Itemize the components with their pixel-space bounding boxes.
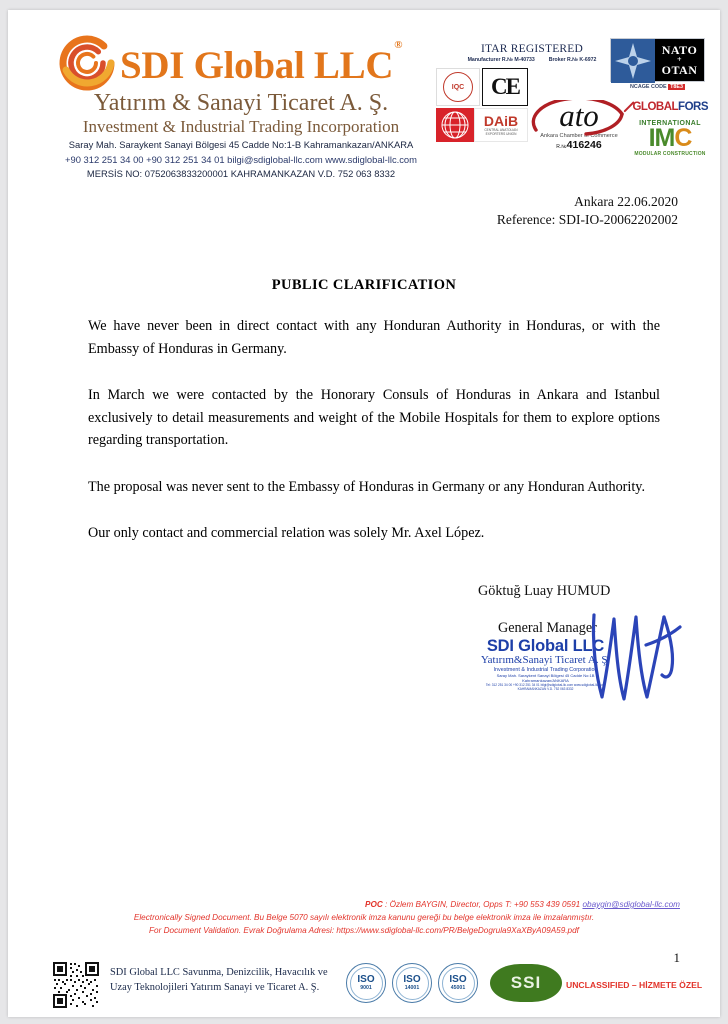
- stamp-contact: Tel: 312 251 34 00 +90 312 251 34 01 bilgi@sdiglobal-llc.com www.sdiglobal-llc.com: [485, 683, 606, 688]
- iso-certification-badges: [346, 963, 478, 1003]
- imc-letter-i: I: [648, 124, 655, 152]
- signatory-name: Göktuğ Luay HUMUD: [478, 583, 611, 599]
- signature-block: [438, 575, 688, 710]
- ato-registration-number: R.№416246: [556, 139, 602, 151]
- nato-compass-icon: [611, 39, 655, 81]
- place-date: Ankara 22.06.2020: [574, 194, 678, 209]
- document-validation-url[interactable]: For Document Validation. Evrak Doğrulama Adresi: https://www.sdiglobal-llc.com/PR/BelgeDogrula9XaXByA09A59.pdf: [149, 926, 579, 935]
- imc-letter-c: C: [674, 124, 692, 152]
- poc-details: : Özlem BAYGIN, Director, Opps T: +90 553 439 0591: [382, 900, 583, 909]
- poc-email-link[interactable]: obaygin@sdiglobal-llc.com: [582, 900, 680, 909]
- brand-name: SDI Global LLC®: [120, 38, 403, 87]
- itar-registration: [442, 43, 622, 63]
- imc-bottom-label: MODULAR CONSTRUCTION: [634, 151, 706, 157]
- electronic-signature-notice: Electronically Signed Document. Bu Belge 5070 sayılı elektronik imza kanunu gereği bu belge elektronik imza ile imzalanmıştır.: [133, 913, 595, 922]
- globalfors-logo: [628, 100, 708, 114]
- sdi-swirl-logo-icon: [56, 32, 118, 94]
- paragraph-2: In March we were contacted by the Honorary Consuls of Honduras in Ankara and Istanbul exclusively to detail measurements and weight of the Mobile Hospitals for them to explore options regarding transportation.: [88, 387, 660, 448]
- brand-subtitle-en: Investment & Industrial Trading Incorporation: [82, 117, 400, 136]
- company-contact: +90 312 251 34 00 +90 312 251 34 01 bilgi@sdiglobal-llc.com www.sdiglobal-llc.com: [65, 153, 417, 165]
- page-number: 1: [673, 950, 680, 965]
- company-mersis: MERSİS NO: 0752063833200001 KAHRAMANKAZAN V.D. 752 063 8332: [86, 168, 396, 179]
- nato-logo: [610, 38, 705, 90]
- document-body: [88, 315, 660, 569]
- daib-globe-icon: [436, 108, 474, 142]
- globalfors-label-a: GLOBAL: [632, 101, 679, 113]
- paragraph-4: Our only contact and commercial relation was solely Mr. Axel López.: [88, 525, 485, 541]
- daib-logo: [436, 108, 528, 142]
- iso-badge-icon: ISO 14001: [392, 963, 432, 1003]
- signatory-role: General Manager: [498, 620, 597, 636]
- imc-logo: [628, 120, 712, 157]
- itar-numbers: Manufacturer R.№ M-40733 Broker R.№ K-6972: [467, 57, 597, 63]
- page-title: PUBLIC CLARIFICATION: [271, 277, 457, 293]
- paragraph-1: We have never been in direct contact with any Honduran Authority in Honduras, or with the Embassy of Honduras in Germany.: [88, 318, 660, 357]
- handwritten-signature-icon: [586, 605, 686, 715]
- poc-line: [48, 898, 680, 911]
- footer-company-line-2: Uzay Teknolojileri Yatırım Sanayi ve Ticaret A. Ş.: [110, 981, 320, 993]
- quality-marks: [436, 68, 528, 140]
- reference-number: Reference: SDI-IO-20062202002: [496, 212, 678, 227]
- iso-badge-icon: ISO 9001: [346, 963, 386, 1003]
- nato-text: NATO + OTAN: [655, 39, 704, 81]
- registered-mark-icon: ®: [394, 38, 403, 51]
- globalfors-label-b: FORS: [678, 101, 708, 113]
- date-reference-block: [497, 193, 678, 229]
- iso-badge-icon: ISO 45001: [438, 963, 478, 1003]
- stamp-company-name: SDI Global LLC: [486, 637, 605, 655]
- poc-label: POC: [365, 900, 383, 909]
- footer-company-name: [110, 966, 328, 995]
- company-logo-block: [56, 32, 426, 181]
- ssi-logo-icon: [490, 964, 562, 1002]
- imc-top-label: INTERNATIONAL: [639, 120, 701, 127]
- ato-chamber-label: Ankara Chamber of Commerce: [540, 133, 618, 139]
- iqc-seal-icon: IQC: [436, 68, 480, 106]
- document-page: [8, 10, 720, 1017]
- qr-code-icon[interactable]: [52, 961, 100, 1009]
- itar-title: ITAR REGISTERED: [480, 43, 584, 55]
- paragraph-3: The proposal was never sent to the Embassy of Honduras in Germany or any Honduran Authority.: [88, 478, 645, 495]
- letterhead-header: [8, 10, 720, 179]
- imc-letter-m: M: [654, 124, 675, 152]
- footer-bar: [8, 954, 720, 1012]
- certification-logos: [432, 38, 708, 178]
- stamp-company-sub: Yatırım&Sanayi Ticaret A. Ş.: [480, 654, 611, 666]
- footer-notice: [48, 898, 680, 937]
- company-address: Saray Mah. Saraykent Sanayi Bölgesi 45 Cadde No:1-B Kahramankazan/ANKARA: [68, 139, 414, 150]
- stamp-tax: KAHRAMANKAZAN V.D. 752 063 8332: [517, 687, 574, 692]
- classification-marking: UNCLASSIFIED – HİZMETE ÖZEL: [566, 980, 703, 990]
- ato-wordmark: ato: [524, 100, 634, 132]
- brand-subtitle-tr: Yatırım & Sanayi Ticaret A. Ş.: [93, 90, 389, 116]
- daib-label: DAiB: [483, 113, 519, 129]
- stamp-address-2: Kahramankazan/ANKARA: [522, 678, 569, 684]
- stamp-address-1: Saray Mah. Saraykent Sanayi Bölgesi 45 Cadde No:1B: [496, 673, 595, 679]
- footer-company-line-1: SDI Global LLC Savunma, Denizcilik, Havacılık ve: [110, 967, 328, 978]
- ncage-code: NCAGE CODE T8E3: [630, 84, 683, 90]
- ssi-label: SSI: [510, 973, 542, 992]
- ato-logo: [524, 100, 634, 151]
- daib-sublabel: CENTRAL ANATOLIAN EXPORTERS UNION: [484, 128, 518, 136]
- stamp-company-en: Investment & Industrial Trading Corporation: [493, 667, 598, 673]
- ce-mark-icon: CE: [482, 68, 528, 106]
